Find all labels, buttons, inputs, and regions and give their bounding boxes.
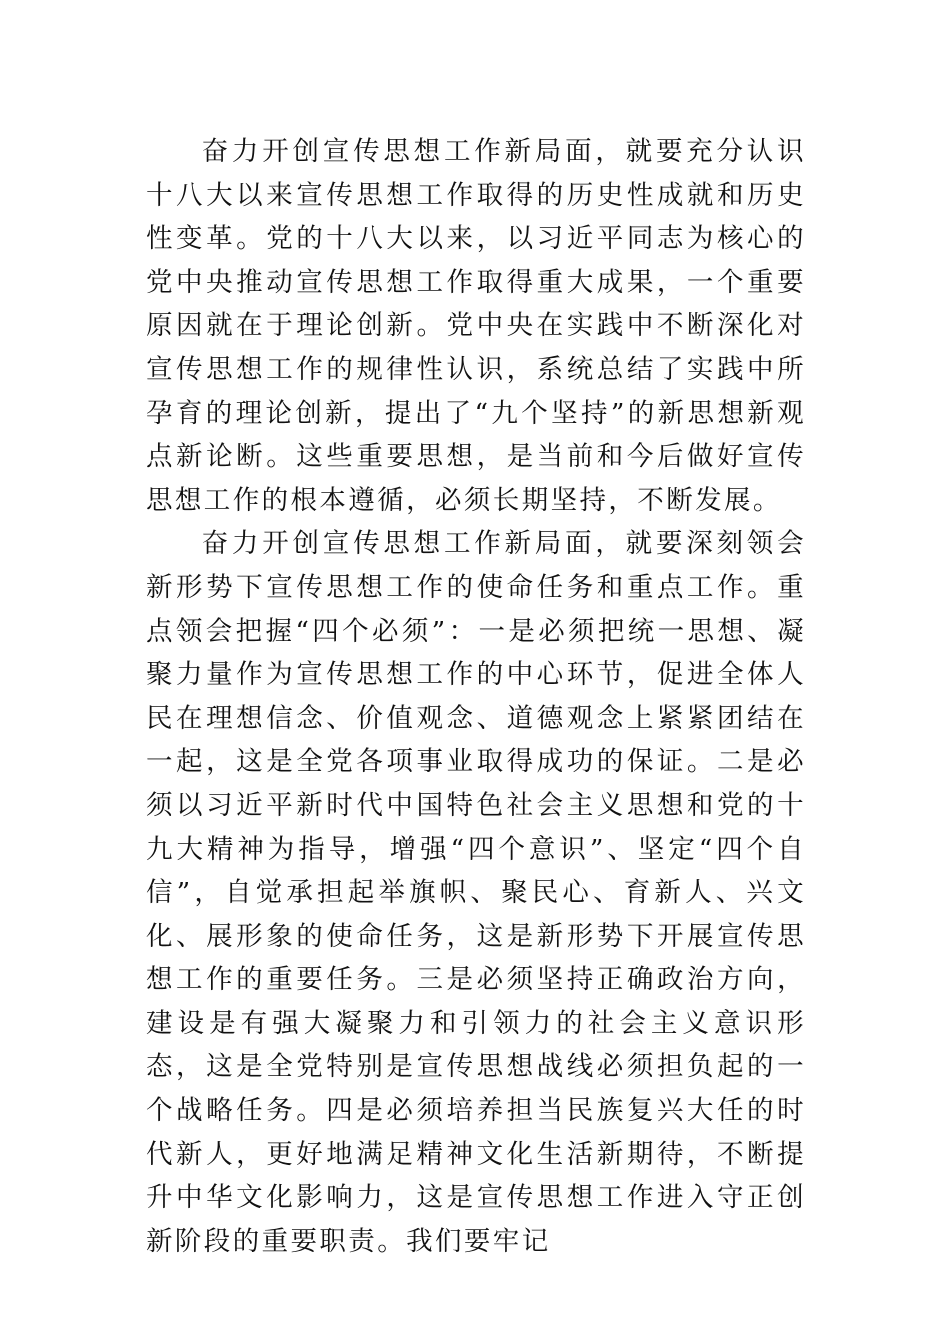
- document-body: [146, 130, 806, 1263]
- paragraph-2: 奋力开创宣传思想工作新局面，就要深刻领会新形势下宣传思想工作的使命任务和重点工作。重点领会把握“四个必须”：一是必须把统一思想、凝聚力量作为宣传思想工作的中心环节，促进全体人民在理想信念、价值观念、道德观念上紧紧团结在一起，这是全党各项事业取得成功的保证。二是必须以习近平新时代中国特色社会主义思想和党的十九大精神为指导，增强“四个意识”、坚定“四个自信”，自觉承担起举旗帜、聚民心、育新人、兴文化、展形象的使命任务，这是新形势下开展宣传思想工作的重要任务。三是必须坚持正确政治方向，建设是有强大凝聚力和引领力的社会主义意识形态，这是全党特别是宣传思想战线必须担负起的一个战略任务。四是必须培养担当民族复兴大任的时代新人，更好地满足精神文化生活新期待，不断提升中华文化影响力，这是宣传思想工作进入守正创新阶段的重要职责。我们要牢记: [146, 528, 806, 1257]
- paragraph-1: 奋力开创宣传思想工作新局面，就要充分认识十八大以来宣传思想工作取得的历史性成就和历史性变革。党的十八大以来，以习近平同志为核心的党中央推动宣传思想工作取得重大成果，一个重要原因就在于理论创新。党中央在实践中不断深化对宣传思想工作的规律性认识，系统总结了实践中所孕育的理论创新，提出了“九个坚持”的新思想新观点新论断。这些重要思想，是当前和今后做好宣传思想工作的根本遵循，必须长期坚持，不断发展。: [146, 136, 806, 516]
